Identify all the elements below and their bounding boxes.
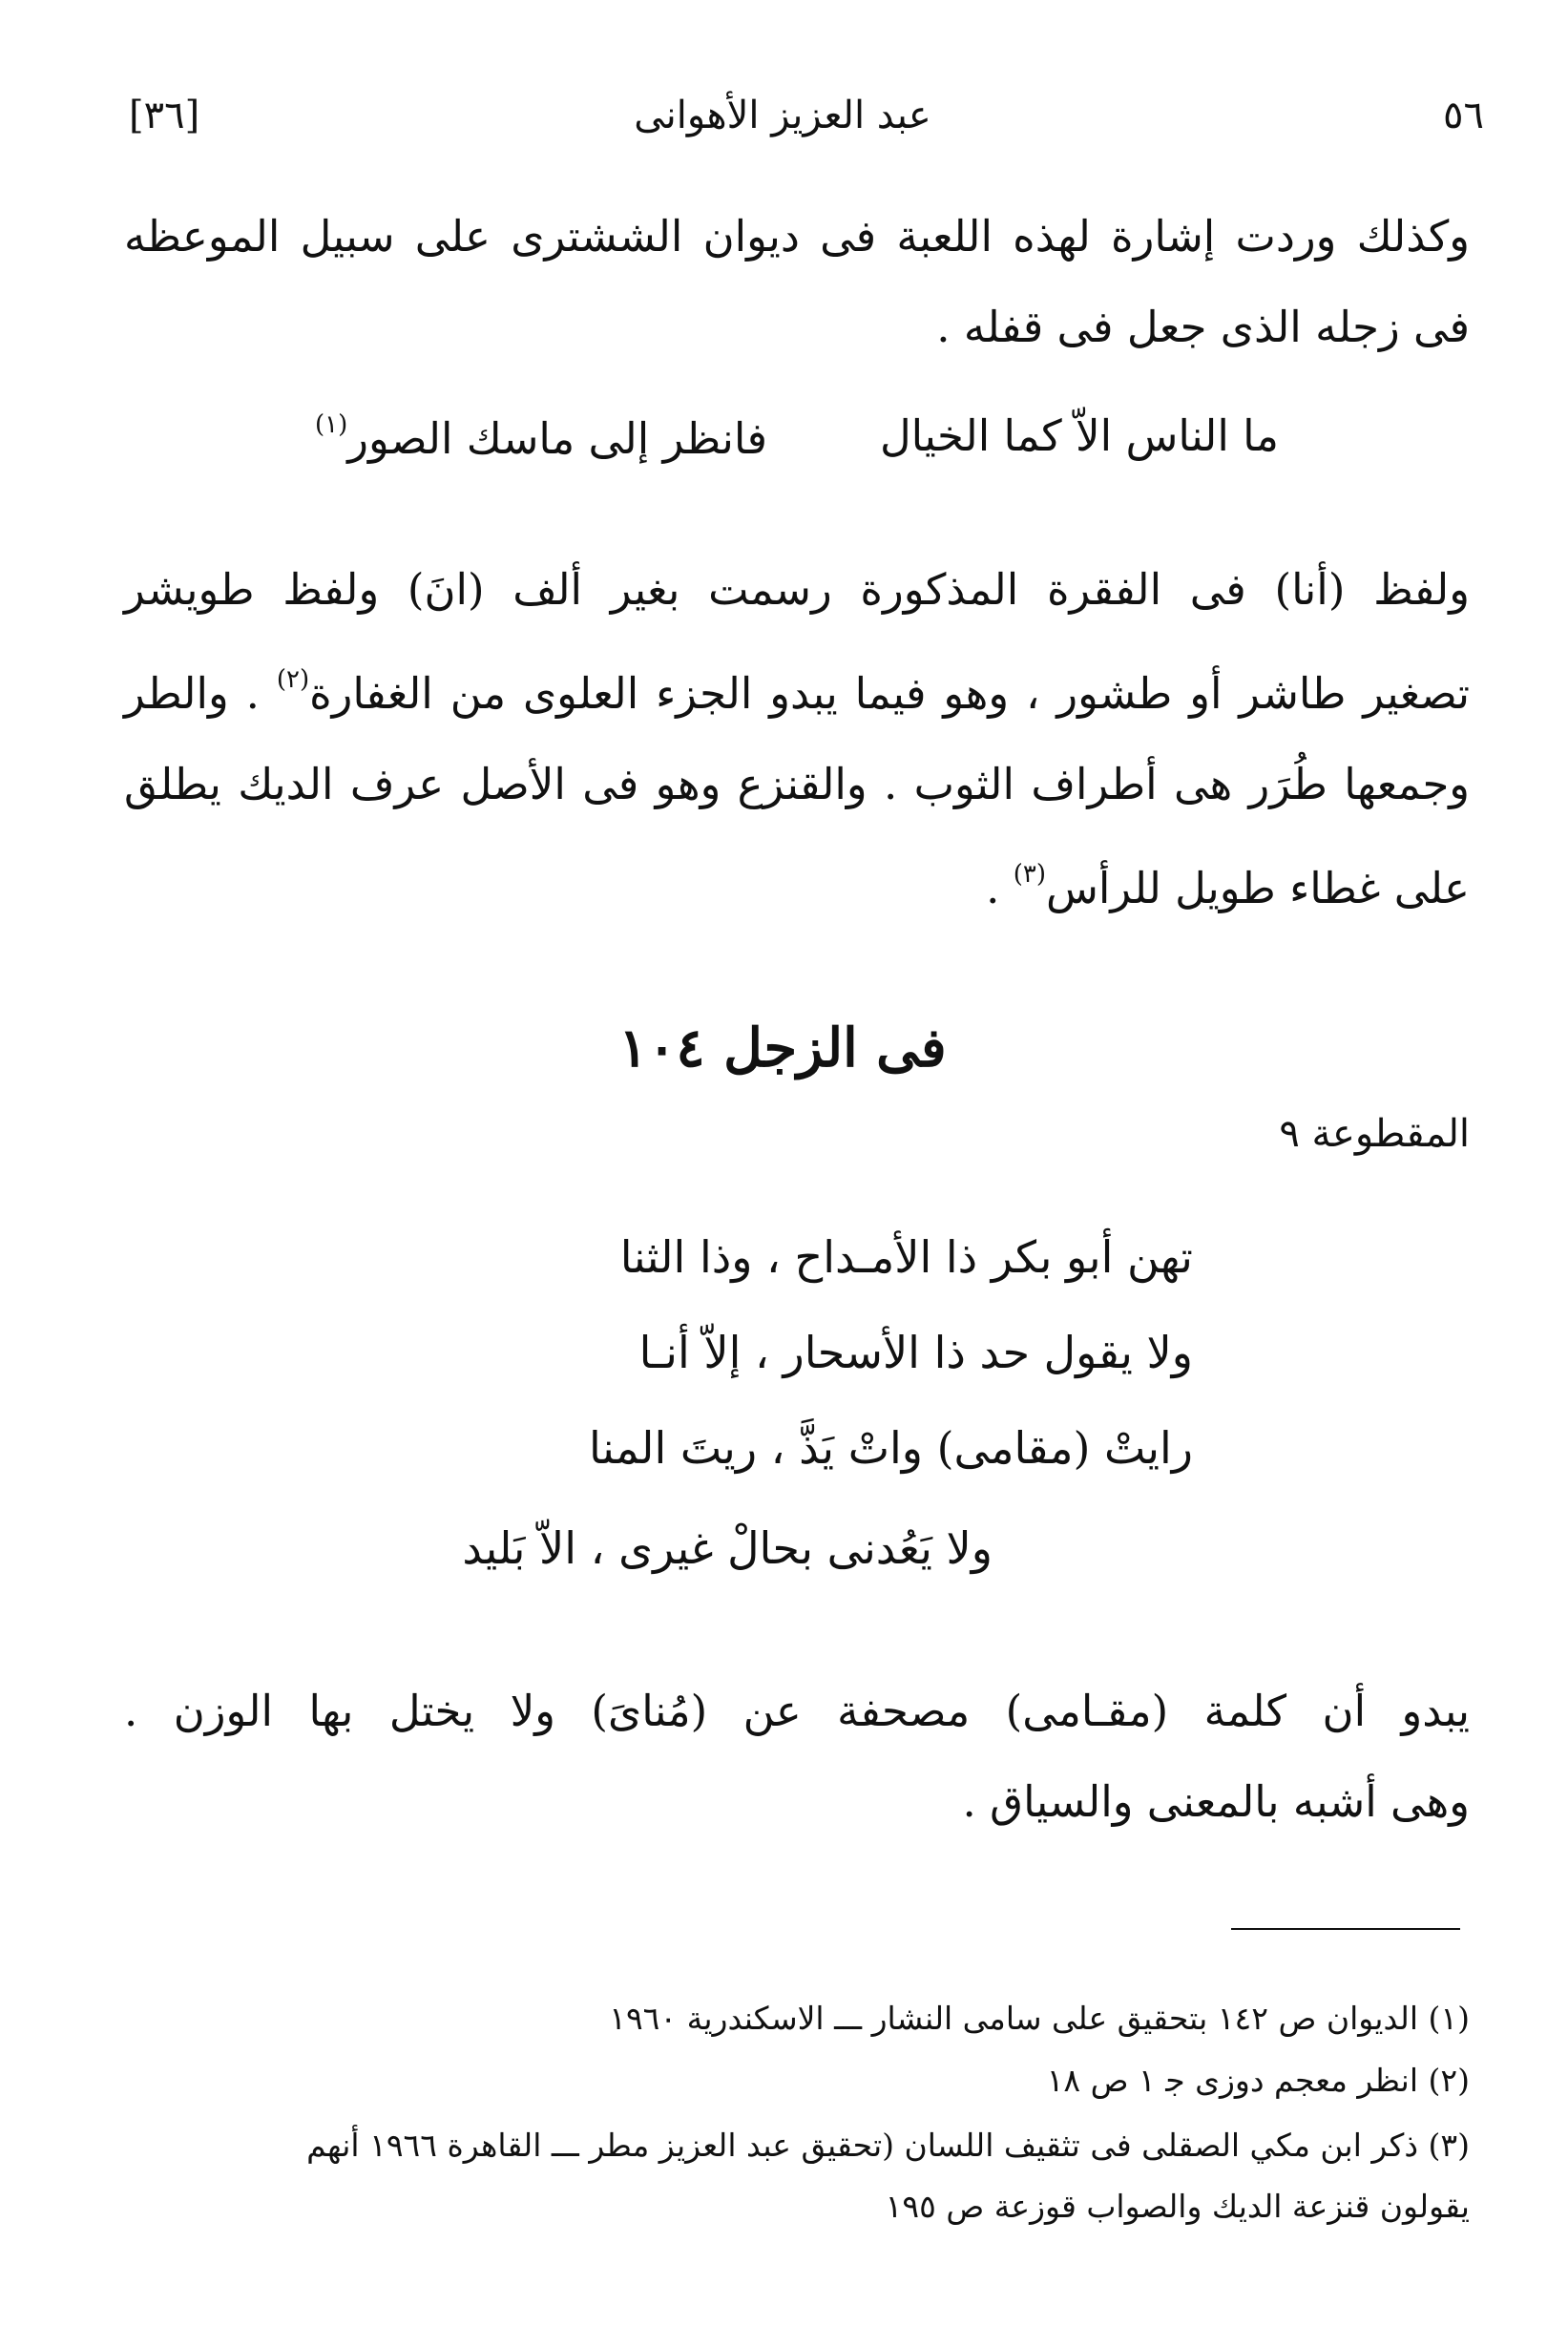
verse-hemistich-left xyxy=(315,410,767,464)
footnote-text: يقولون قنزعة الديك والصواب قوزعة ص ١٩٥ xyxy=(885,2188,1470,2225)
paragraph-line-text: على غطاء طويل للرأس xyxy=(1045,863,1470,913)
poem-line: ولا يقول حد ذا الأسحار ، إلاّ أنـا xyxy=(638,1327,1193,1378)
footnote-marker: (٣) xyxy=(1013,860,1046,889)
footnote xyxy=(401,2000,1470,2037)
paragraph-line: ولفظ (أنا) فى الفقرة المذكورة رسمت بغير ألف (انَ) ولفظ طويشر xyxy=(124,564,1470,615)
footnote-number: (٢) xyxy=(1428,2062,1470,2099)
paragraph-line: يبدو أن كلمة (مقـامى) مصحفة عن (مُناىَ) ولا يختل بها الوزن . xyxy=(124,1686,1470,1736)
footnote-text: انظر معجم دوزى ﺟ ١ ص ١٨ xyxy=(1046,2062,1419,2099)
footnote-number: (١) xyxy=(1428,2000,1470,2037)
verse-hemistich-right: ما الناس الاّ كما الخيال xyxy=(879,410,1279,461)
footnote-marker: (٢) xyxy=(276,665,310,694)
footnote-divider xyxy=(1231,1928,1460,1930)
paragraph-commentary xyxy=(124,1666,1470,1847)
section-heading: فى الزجل ١٠٤ xyxy=(618,1017,947,1080)
poem-line: رايتْ (مقامى) واتْ يَذَّ ، ريتَ المنا xyxy=(588,1422,1193,1474)
paragraph-explanation xyxy=(124,544,1470,933)
paragraph-intro xyxy=(124,191,1470,372)
footnote-number: (٣) xyxy=(1428,2127,1470,2164)
original-page-reference: [٣٦] xyxy=(129,94,200,137)
paragraph-line: وهى أشبه بالمعنى والسياق . xyxy=(962,1776,1470,1827)
verse-quote xyxy=(315,410,1279,464)
footnote-continuation xyxy=(725,2188,1470,2225)
running-title: عبد العزيز الأهوانى xyxy=(634,94,931,137)
paragraph-line-tail: . والطر xyxy=(124,668,260,719)
poem-line: ولا يَعُدنى بحالْ غيرى ، الاّ بَليد xyxy=(462,1522,993,1574)
paragraph-line xyxy=(124,635,1470,739)
section-subheading: المقطوعة ٩ xyxy=(1279,1112,1470,1156)
paragraph-line: فى زجله الذى جعل فى قفله . xyxy=(936,302,1470,352)
paragraph-line: وكذلك وردت إشارة لهذه اللعبة فى ديوان الششترى على سبيل الموعظه xyxy=(124,211,1470,262)
footnote-text: الديوان ص ١٤٢ بتحقيق على سامى النشار ـــ الاسكندرية ١٩٦٠ xyxy=(609,2000,1419,2037)
footnote xyxy=(124,2127,1470,2164)
paragraph-line-tail: . xyxy=(986,863,1000,913)
paragraph-line-text: تصغير طاشر أو طشور ، وهو فيما يبدو الجزء العلوى من الغفارة xyxy=(309,668,1471,719)
verse-hemistich-text: فانظر إلى ماسك الصور xyxy=(347,413,768,464)
footnote-text: ذكر ابن مكي الصقلى فى تثقيف اللسان (تحقيق عبد العزيز مطر ـــ القاهرة ١٩٦٦ أنهم xyxy=(306,2127,1419,2164)
page-number: ٥٦ xyxy=(1443,94,1484,137)
poem-line: تهن أبو بكر ذا الأمـداح ، وذا الثنا xyxy=(619,1231,1193,1283)
footnote-marker: (١) xyxy=(315,410,348,439)
paragraph-line xyxy=(124,829,1470,933)
paragraph-line: وجمعها طُرَر هى أطراف الثوب . والقنزع وهو فى الأصل عرف الديك يطلق xyxy=(124,759,1470,809)
footnote xyxy=(783,2062,1470,2099)
